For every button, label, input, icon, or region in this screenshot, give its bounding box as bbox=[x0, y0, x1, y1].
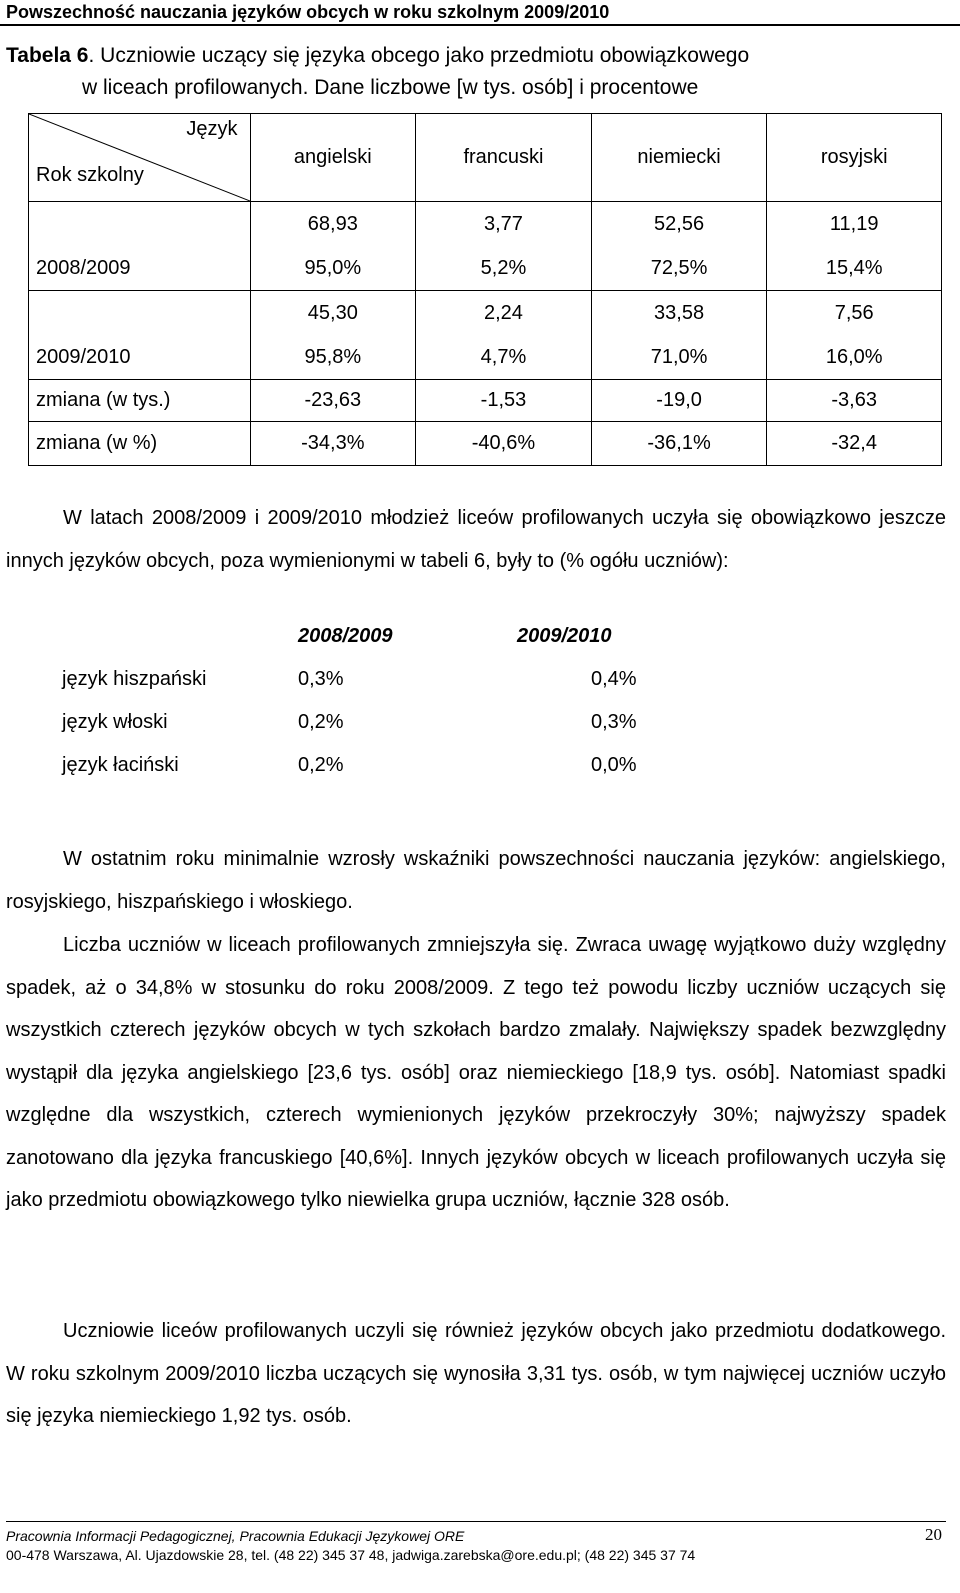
table-row bbox=[29, 380, 942, 422]
paragraph-other-languages bbox=[6, 497, 946, 582]
running-header-title: Powszechność nauczania języków obcych w roku szkolnym 2009/2010 bbox=[6, 2, 610, 22]
paragraph-text: Uczniowie liceów profilowanych uczyli się również języków obcych jako przedmiotu dodatkowego. W roku szkolnym 2009/2010 liczba uczących się wynosiła 3,31 tys. osób, w tym najwięcej uczniów uczyło się języka niemieckiego 1,92 tys. osób. bbox=[6, 1320, 946, 1427]
row-label: 2009/2010 bbox=[29, 291, 251, 380]
table-caption bbox=[6, 40, 951, 104]
language-name: język włoski bbox=[62, 711, 168, 733]
cell-percent: 5,2% bbox=[480, 257, 527, 279]
paragraph-text: W latach 2008/2009 i 2009/2010 młodzież liceów profilowanych uczyła się obowiązkowo jeszcze innych języków obcych, poza wymienionymi w tabeli 6, były to (% ogółu uczniów): bbox=[6, 507, 946, 572]
footer-address: 00-478 Warszawa, Al. Ujazdowskie 28, tel. (48 22) 345 37 48, jadwiga.zarebska@ore.edu.pl; (48 22) 345 37 74 bbox=[6, 1547, 696, 1563]
page-footer bbox=[6, 1521, 946, 1563]
paragraph-text: Liczba uczniów w liceach profilowanych zmniejszyła się. Zwraca uwagę wyjątkowo duży względny spadek, aż o 34,8% w stosunku do roku 2008/2009. Z tego też powodu liczby uczniów uczących się wszystkich czterech języków obcych w tych szkołach bardzo zmalały. Największy spadek bezwzględny wystąpił dla języka angielskiego [23,6 tys. osób] oraz niemieckiego [18,9 tys. osób]. Natomiast spadki względne dla wszystkich, czterech wymienionych języków przekroczyły 30%; najwyższy spadek zanotowano dla języka francuskiego [40,6%]. Innych języków obcych w liceach profilowanych uczyła się jako przedmiotu obowiązkowego tylko niewielka grupa uczniów, łącznie 328 osób. bbox=[6, 934, 946, 1211]
column-header: niemiecki bbox=[591, 114, 767, 202]
table-cell: -23,63 bbox=[250, 380, 416, 422]
cell-percent: 15,4% bbox=[825, 257, 883, 279]
table-cell bbox=[250, 202, 416, 291]
table-cell: -36,1% bbox=[591, 422, 767, 466]
table-cell bbox=[591, 202, 767, 291]
table-cell bbox=[416, 202, 592, 291]
corner-cell bbox=[29, 114, 251, 202]
page-number: 20 bbox=[925, 1525, 942, 1544]
language-value: 0,0% bbox=[591, 754, 637, 776]
paragraph-additional bbox=[6, 1310, 946, 1438]
caption-line2: w liceach profilowanych. Dane liczbowe [w tys. osób] i procentowe bbox=[82, 76, 699, 99]
column-header: angielski bbox=[250, 114, 416, 202]
column-header: francuski bbox=[416, 114, 592, 202]
table-cell: -32,4 bbox=[767, 422, 942, 466]
table-header-row bbox=[29, 114, 942, 202]
cell-value: 68,93 bbox=[307, 213, 358, 235]
table-row bbox=[29, 291, 942, 380]
language-value: 0,2% bbox=[298, 711, 344, 733]
language-value: 0,4% bbox=[591, 668, 637, 690]
cell-value: 33,58 bbox=[654, 302, 705, 324]
table-cell: -19,0 bbox=[591, 380, 767, 422]
column-header: rosyjski bbox=[767, 114, 942, 202]
table-cell bbox=[591, 291, 767, 380]
year-header: 2008/2009 bbox=[298, 625, 393, 647]
cell-value: 45,30 bbox=[307, 302, 358, 324]
paragraph-growth bbox=[6, 838, 946, 923]
cell-value: 7,56 bbox=[834, 302, 874, 324]
running-header bbox=[0, 0, 960, 26]
table-cell bbox=[250, 291, 416, 380]
caption-label: Tabela 6 bbox=[6, 44, 89, 67]
cell-percent: 71,0% bbox=[650, 346, 708, 368]
language-table bbox=[28, 113, 942, 466]
paragraph-decline bbox=[6, 924, 946, 1222]
table-cell bbox=[767, 202, 942, 291]
table-cell bbox=[767, 291, 942, 380]
cell-value: 11,19 bbox=[829, 213, 879, 235]
row-label: 2008/2009 bbox=[29, 202, 251, 291]
paragraph-text: W ostatnim roku minimalnie wzrosły wskaźniki powszechności nauczania języków: angielskiego, rosyjskiego, hiszpańskiego i włoskiego. bbox=[6, 848, 946, 913]
footer-institution: Pracownia Informacji Pedagogicznej, Pracownia Edukacji Językowej ORE bbox=[6, 1528, 465, 1544]
table-row bbox=[29, 202, 942, 291]
language-value: 0,2% bbox=[298, 754, 344, 776]
language-value: 0,3% bbox=[591, 711, 637, 733]
table-cell: -40,6% bbox=[416, 422, 592, 466]
cell-percent: 16,0% bbox=[825, 346, 883, 368]
language-name: język hiszpański bbox=[62, 668, 207, 690]
table-row bbox=[29, 422, 942, 466]
corner-top-label: Język bbox=[186, 118, 238, 140]
caption-line1: . Uczniowie uczący się języka obcego jako przedmiotu obowiązkowego bbox=[88, 44, 750, 67]
corner-bottom-label: Rok szkolny bbox=[36, 164, 144, 186]
row-label: zmiana (w %) bbox=[29, 422, 251, 466]
cell-value: 2,24 bbox=[483, 302, 523, 324]
language-name: język łaciński bbox=[62, 754, 179, 776]
cell-value: 52,56 bbox=[654, 213, 705, 235]
year-header: 2009/2010 bbox=[517, 625, 612, 647]
cell-percent: 95,8% bbox=[304, 346, 362, 368]
cell-percent: 72,5% bbox=[650, 257, 708, 279]
table-cell: -1,53 bbox=[416, 380, 592, 422]
cell-percent: 95,0% bbox=[304, 257, 362, 279]
language-value: 0,3% bbox=[298, 668, 344, 690]
table-cell: -3,63 bbox=[767, 380, 942, 422]
row-label: zmiana (w tys.) bbox=[29, 380, 251, 422]
cell-percent: 4,7% bbox=[480, 346, 527, 368]
table-cell: -34,3% bbox=[250, 422, 416, 466]
table-cell bbox=[416, 291, 592, 380]
cell-value: 3,77 bbox=[483, 213, 523, 235]
